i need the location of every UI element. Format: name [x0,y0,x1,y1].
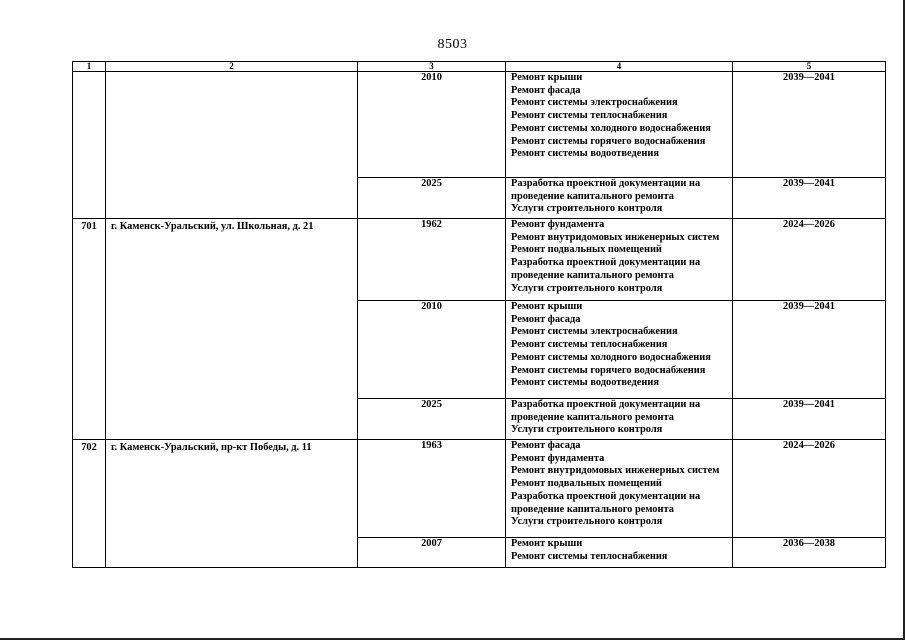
work-item: проведение капитального ремонта [511,190,674,202]
work-item: Ремонт системы водоотведения [511,377,659,389]
work-item: Ремонт крыши [511,538,583,549]
work-item: Ремонт системы холодного водоснабжения [511,351,711,363]
construction-year: 2025 [358,399,506,440]
work-item: Ремонт внутридомовых инженерных систем [511,465,720,477]
construction-year: 2025 [358,178,506,219]
work-item: Ремонт системы теплоснабжения [511,339,668,351]
work-item: Разработка проектной документации на [511,178,701,189]
object-number: 701 [73,219,106,440]
work-item: Услуги строительного контроля [511,424,663,436]
work-item: Ремонт системы горячего водоснабжения [511,135,706,147]
column-header-5: 5 [733,62,886,72]
construction-year: 1962 [358,219,506,301]
work-item: Ремонт подвальных помещений [511,478,662,490]
works-list [506,301,733,399]
work-item: Ремонт системы водоотведения [511,148,659,160]
work-item: Разработка проектной документации на [511,257,701,269]
construction-year: 1963 [358,440,506,538]
work-item: Услуги строительного контроля [511,516,663,528]
work-item: проведение капитального ремонта [511,411,674,423]
work-item: Ремонт системы теплоснабжения [511,110,668,122]
work-item: Услуги строительного контроля [511,282,663,294]
construction-year: 2010 [358,301,506,399]
work-item: Ремонт системы электроснабжения [511,97,678,109]
column-header-3: 3 [358,62,506,72]
work-item: Ремонт подвальных помещений [511,244,662,256]
planned-period: 2039—2041 [733,399,886,440]
work-item: Ремонт крыши [511,301,583,312]
work-item: Ремонт системы горячего водоснабжения [511,364,706,376]
work-item: Ремонт фундамента [511,219,605,230]
planned-period: 2039—2041 [733,72,886,178]
work-item: проведение капитального ремонта [511,269,674,281]
table-row [73,219,886,301]
work-item: Ремонт фундамента [511,452,605,464]
planned-period: 2039—2041 [733,301,886,399]
works-list [506,399,733,440]
work-item: Ремонт фасада [511,313,581,325]
object-address [106,72,358,219]
works-list [506,538,733,568]
work-item: Ремонт фасада [511,440,581,451]
planned-period: 2039—2041 [733,178,886,219]
column-header-4: 4 [506,62,733,72]
column-header-2: 2 [106,62,358,72]
table-row [73,440,886,538]
work-item: Ремонт крыши [511,72,583,83]
repair-schedule-table [72,61,886,568]
works-list [506,440,733,538]
works-list [506,178,733,219]
construction-year: 2007 [358,538,506,568]
planned-period: 2024—2026 [733,440,886,538]
object-number: 702 [73,440,106,568]
work-item: Ремонт системы теплоснабжения [511,550,668,562]
works-list [506,72,733,178]
works-list [506,219,733,301]
table-row [73,72,886,178]
planned-period: 2024—2026 [733,219,886,301]
page-number: 8503 [437,37,468,52]
work-item: Разработка проектной документации на [511,490,701,502]
object-address: г. Каменск-Уральский, ул. Школьная, д. 21 [106,219,358,440]
planned-period: 2036—2038 [733,538,886,568]
object-address: г. Каменск-Уральский, пр-кт Победы, д. 11 [106,440,358,568]
work-item: проведение капитального ремонта [511,503,674,515]
work-item: Разработка проектной документации на [511,399,701,410]
work-item: Ремонт системы электроснабжения [511,326,678,338]
work-item: Ремонт системы холодного водоснабжения [511,122,711,134]
header-row [73,62,886,72]
work-item: Услуги строительного контроля [511,203,663,215]
column-header-1: 1 [73,62,106,72]
work-item: Ремонт фасада [511,84,581,96]
object-number [73,72,106,219]
construction-year: 2010 [358,72,506,178]
work-item: Ремонт внутридомовых инженерных систем [511,231,720,243]
